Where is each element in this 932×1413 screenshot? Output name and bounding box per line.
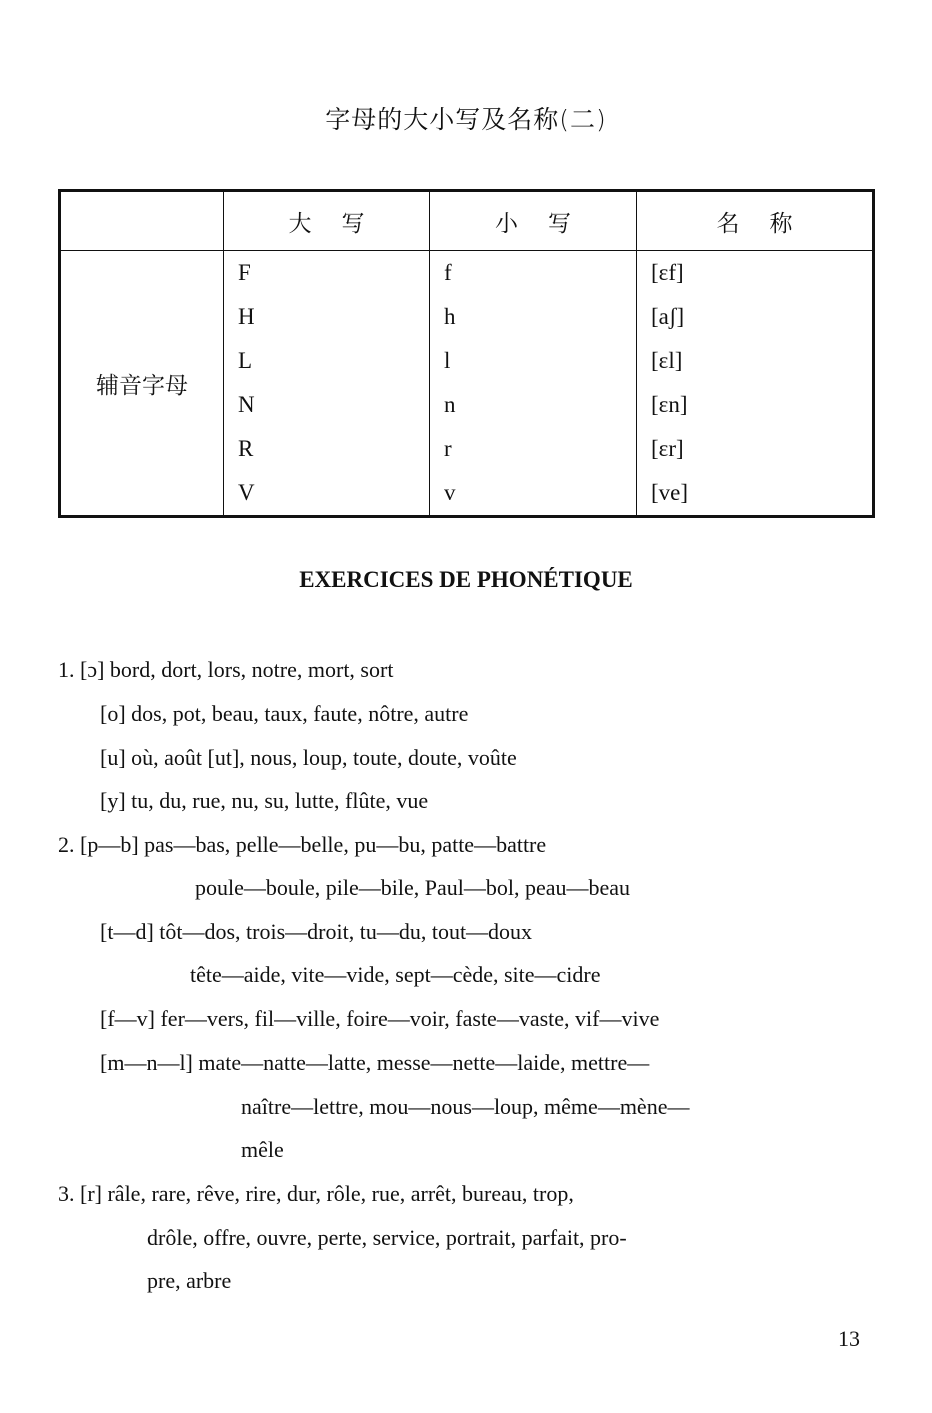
- table-cell-uppercase: L: [238, 348, 253, 373]
- exercise-line: tête—aide, vite—vide, sept—cède, site—cidre: [190, 962, 601, 987]
- table-cell-names: [ɛf]: [651, 260, 684, 285]
- table-cell-lowercase: r: [444, 436, 452, 461]
- table-cell-uppercase: V: [238, 480, 255, 505]
- table-cell-names: [ve]: [651, 480, 689, 505]
- table-cell-uppercase: H: [238, 304, 255, 329]
- letters-table: [58, 189, 875, 518]
- header-name: 名称: [637, 191, 874, 251]
- table-header-row: [60, 191, 874, 251]
- table-cell-uppercase: R: [238, 436, 254, 461]
- exercise-line: 1. [ɔ] bord, dort, lors, notre, mort, sort: [58, 657, 394, 682]
- exercise-line: pre, arbre: [147, 1268, 232, 1293]
- exercise-line: [f—v] fer—vers, fil—ville, foire—voir, faste—vaste, vif—vive: [100, 1006, 660, 1031]
- exercise-line: [t—d] tôt—dos, trois—droit, tu—du, tout—doux: [100, 919, 533, 944]
- exercise-line: 3. [r] râle, rare, rêve, rire, dur, rôle, rue, arrêt, bureau, trop,: [58, 1181, 574, 1206]
- exercise-line: [m—n—l] mate—natte—latte, messe—nette—laide, mettre—: [100, 1050, 650, 1075]
- exercise-line: naître—lettre, mou—nous—loup, même—mène—: [241, 1094, 690, 1119]
- table-cell-lowercase: h: [444, 304, 456, 329]
- header-uppercase: 大写: [224, 191, 430, 251]
- table-row: [60, 251, 874, 517]
- exercises-heading: EXERCICES DE PHONÉTIQUE: [299, 567, 633, 592]
- table-cell-uppercase: F: [238, 260, 251, 285]
- table-cell-lowercase: l: [444, 348, 451, 373]
- table-cell-lowercase: v: [444, 480, 456, 505]
- page-number: 13: [838, 1326, 860, 1351]
- table-cell-uppercase: N: [238, 392, 255, 417]
- exercise-line: [y] tu, du, rue, nu, su, lutte, flûte, vue: [100, 788, 429, 813]
- table-cell-names: [ɛr]: [651, 436, 684, 461]
- table-cell-names: [ɛn]: [651, 392, 688, 417]
- exercise-line: [u] où, août [ut], nous, loup, toute, doute, voûte: [100, 745, 517, 770]
- exercise-line: 2. [p—b] pas—bas, pelle—belle, pu—bu, patte—battre: [58, 832, 547, 857]
- exercise-line: poule—boule, pile—bile, Paul—bol, peau—beau: [195, 875, 631, 900]
- exercise-line: [o] dos, pot, beau, taux, faute, nôtre, autre: [100, 701, 469, 726]
- header-lowercase: 小写: [430, 191, 637, 251]
- exercise-line: mêle: [241, 1137, 284, 1162]
- uppercase-cell: [224, 251, 430, 517]
- table-cell-names: [aʃ]: [651, 304, 685, 329]
- table-cell-lowercase: n: [444, 392, 456, 417]
- name-cell: [637, 251, 874, 517]
- exercise-line: drôle, offre, ouvre, perte, service, portrait, parfait, pro-: [147, 1225, 627, 1250]
- header-empty: [60, 191, 224, 251]
- page-title: 字母的大小写及名称(二): [325, 105, 607, 134]
- lowercase-cell: [430, 251, 637, 517]
- table-cell-lowercase: f: [444, 260, 452, 285]
- category-cell: 辅音字母: [96, 372, 188, 399]
- table-cell-names: [ɛl]: [651, 348, 683, 373]
